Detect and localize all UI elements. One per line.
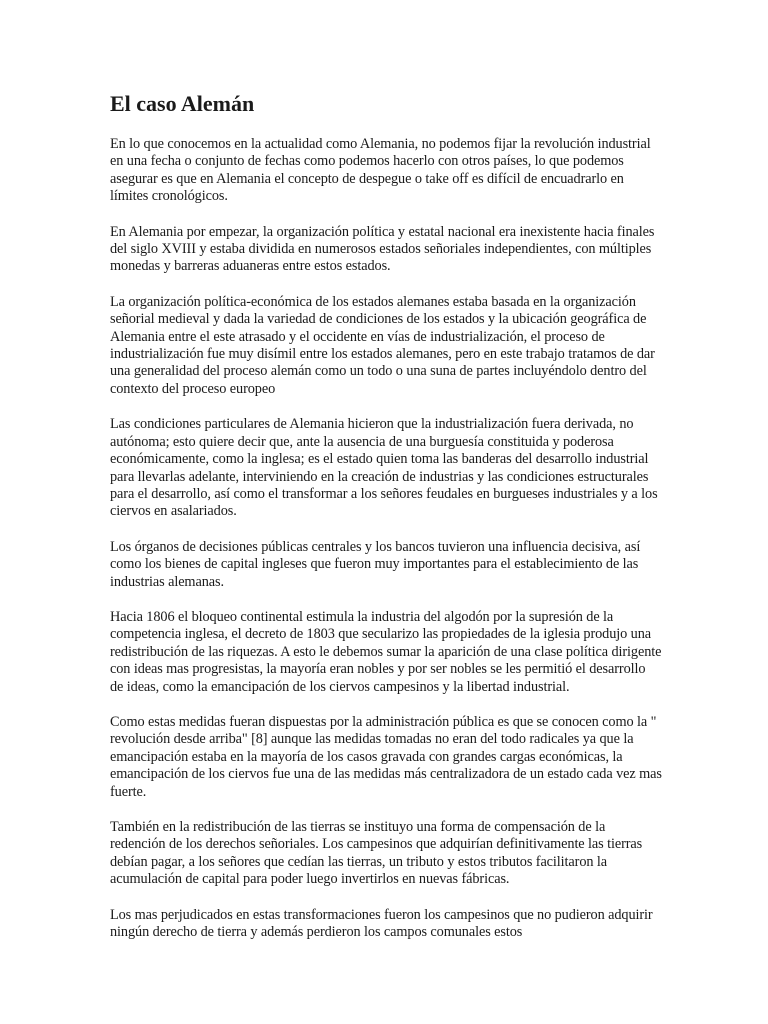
paragraph-5: Los órganos de decisiones públicas centrales y los bancos tuvieron una influencia decisiva, así como los bienes de capital ingleses que fueron muy importantes para el establecimiento de las industrias alemanas. [110, 538, 641, 590]
paragraph-9: Los mas perjudicados en estas transformaciones fueron los campesinos que no pudieron adquirir ningún derecho de tierra y además perdieron los campos comunales estos [110, 906, 653, 941]
document-title: El caso Alemán [110, 91, 255, 116]
paragraph-3: La organización política-económica de los estados alemanes estaba basada en la organización señorial medieval y dada la variedad de condiciones de los estados y la ubicación geográfica de Alemania entre el este atrasado y el occidente en vías de industrialización, el proceso de industrialización fue muy disímil entre los estados alemanes, pero en este trabajo tratamos de dar una generalidad del proceso alemán como un todo o una suna de partes incluyéndolo dentro del contexto del proceso europeo [110, 293, 655, 397]
paragraph-4: Las condiciones particulares de Alemania hicieron que la industrialización fuera derivada, no autónoma; esto quiere decir que, ante la ausencia de una burguesía constituida y poderosa económicamente, como la inglesa; es el estado quien toma las banderas del desarrollo industrial para llevarlas adelante, interviniendo en la creación de industrias y las condiciones estructurales para el desarrollo, así como el transformar a los señores feudales en burgueses industriales y a los ciervos en asalariados. [110, 416, 658, 520]
paragraph-2: En Alemania por empezar, la organización política y estatal nacional era inexistente hacia finales del siglo XVIII y estaba dividida en numerosos estados señoriales independientes, con múltiples monedas y barreras aduaneras entre estos estados. [110, 223, 655, 275]
paragraph-6: Hacia 1806 el bloqueo continental estimula la industria del algodón por la supresión de la competencia inglesa, el decreto de 1803 que secularizo las propiedades de la iglesia produjo una redistribución de las riquezas. A esto le debemos sumar la aparición de una clase política dirigente con ideas mas progresistas, la mayoría eran nobles y por ser nobles se les permitió el desarrollo de ideas, como la emancipación de los ciervos campesinos y la libertad industrial. [110, 608, 662, 695]
paragraph-1: En lo que conocemos en la actualidad como Alemania, no podemos fijar la revolución industrial en una fecha o conjunto de fechas como podemos hacerlo con otros países, lo que podemos asegurar es que en Alemania el concepto de despegue o take off es difícil de encuadrarlo en límites cronológicos. [110, 136, 651, 205]
paragraph-8: También en la redistribución de las tierras se instituyo una forma de compensación de la redención de los derechos señoriales. Los campesinos que adquirían definitivamente las tierras debían pagar, a los señores que cedían las tierras, un tributo y estos tributos facilitaron la acumulación de capital para poder luego invertirlos en nuevas fábricas. [110, 819, 643, 888]
paragraph-7: Como estas medidas fueran dispuestas por la administración pública es que se conocen como la " revolución desde arriba" [8] aunque las medidas tomadas no eran del todo radicales ya que la emancipación estaba en la mayoría de los casos gravada con grandes cargas económicas, la emancipación de los ciervos fue una de las medidas más centralizadora de un estado cada vez mas fuerte. [110, 713, 662, 800]
document-body [110, 90, 662, 959]
